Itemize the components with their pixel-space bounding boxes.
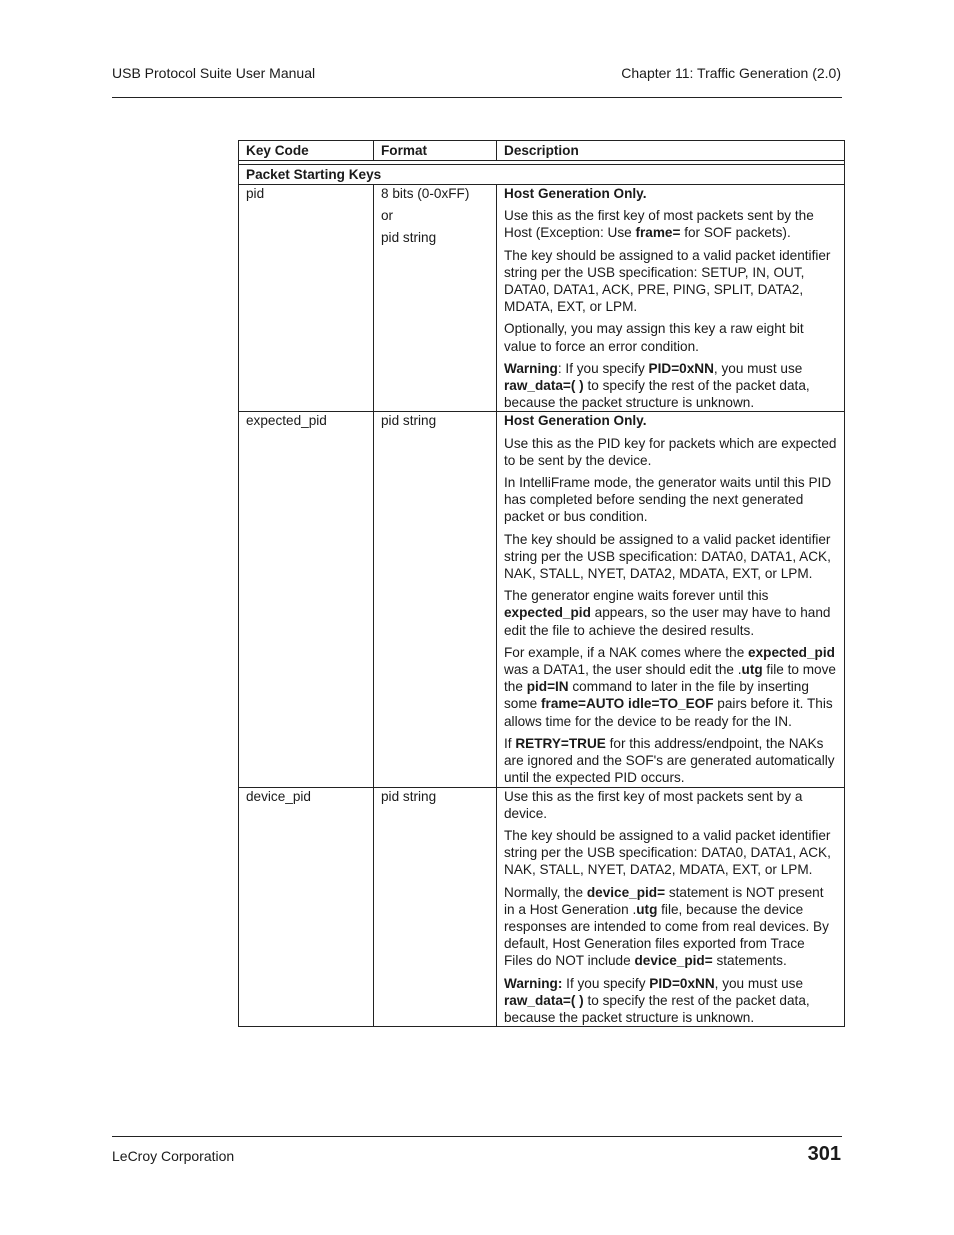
text-run: Use this as the PID key for packets which are expected to be sent by the device. — [504, 435, 837, 468]
text-run: for this address/endpoint, the NAKs are ignored and the SOF's are generated automatically until the expected PID occurs. — [504, 735, 835, 786]
table-row — [239, 185, 845, 412]
column-header-key-code: Key Code — [239, 141, 374, 161]
text-run: If you specify — [562, 975, 650, 991]
text-run: If — [504, 735, 516, 751]
text-run: file to move the — [504, 662, 836, 695]
description-paragraph — [504, 185, 837, 202]
table-row — [239, 412, 845, 787]
description-cell — [497, 185, 845, 412]
text-run: The generator engine waits forever until this — [504, 588, 769, 604]
text-run: statements. — [712, 953, 787, 969]
format-cell — [374, 412, 497, 787]
footer-divider — [112, 1136, 842, 1137]
bold-term: device_pid= — [586, 884, 666, 900]
text-run: Optionally, you may assign this key a raw eight bit value to force an error condition. — [504, 321, 804, 354]
text-run: : If you specify — [557, 360, 649, 376]
format-line: or — [381, 208, 394, 224]
text-run: The key should be assigned to a valid packet identifier string per the USB specification: DATA0, DATA1, ACK, NAK, STALL, NYET, DATA2, MDATA, EXT, or LPM. — [504, 827, 831, 878]
bold-term: utg — [636, 901, 658, 917]
table-header-row — [239, 141, 845, 161]
text-run: For example, if a NAK comes where the — [504, 644, 749, 660]
bold-term: device_pid= — [634, 953, 713, 969]
text-run: appears, so the user may have to hand edit the file to achieve the desired results. — [504, 605, 831, 638]
text-run: pairs before it. This allows time for the device to be ready for the IN. — [504, 696, 833, 729]
description-paragraph — [504, 207, 837, 241]
text-run: to specify the rest of the packet data, because the packet structure is unknown. — [504, 992, 810, 1025]
footer-company: LeCroy Corporation — [112, 1148, 235, 1164]
bold-term: utg — [741, 662, 763, 678]
column-header-format: Format — [374, 141, 497, 161]
format-line: pid string — [381, 413, 437, 429]
description-paragraph — [504, 320, 837, 354]
description-cell — [497, 787, 845, 1027]
text-run: The key should be assigned to a valid packet identifier string per the USB specification: SETUP, IN, OUT, DATA0, DATA1, ACK, PRE, PING, SPLIT, DATA2, MDATA, EXT, or LPM. — [504, 247, 831, 315]
running-header-title: USB Protocol Suite User Manual — [112, 65, 316, 81]
text-run: Normally, the — [504, 884, 587, 900]
table-row — [239, 787, 845, 1027]
description-paragraph — [504, 884, 837, 970]
bold-term: expected_pid — [504, 605, 591, 621]
text-run: to specify the rest of the packet data, because the packet structure is unknown. — [504, 378, 810, 411]
text-run: , you must use — [714, 975, 804, 991]
bold-term: PID=0xNN — [648, 360, 714, 376]
bold-term: raw_data=( ) — [504, 992, 584, 1008]
key-code-cell: expected_pid — [239, 412, 374, 787]
bold-term: Host Generation Only. — [504, 186, 647, 201]
section-title: Packet Starting Keys — [239, 165, 845, 185]
bold-term: Warning — [504, 360, 558, 376]
running-header-chapter: Chapter 11: Traffic Generation (2.0) — [621, 65, 841, 81]
text-run: The key should be assigned to a valid packet identifier string per the USB specification: DATA0, DATA1, ACK, NAK, STALL, NYET, DATA2, MDATA, EXT, or LPM. — [504, 531, 831, 582]
text-run: was a DATA1, the user should edit the . — [504, 662, 742, 678]
key-code-cell: device_pid — [239, 787, 374, 1027]
text-run: for SOF packets). — [680, 225, 791, 241]
bold-term: PID=0xNN — [649, 975, 715, 991]
description-paragraph — [504, 587, 837, 639]
description-paragraph — [504, 247, 837, 316]
text-run: , you must use — [713, 360, 803, 376]
bold-term: Host Generation Only. — [504, 413, 647, 429]
bold-term: frame= — [635, 225, 681, 241]
description-paragraph — [504, 531, 837, 583]
description-paragraph — [504, 735, 837, 787]
description-paragraph — [504, 474, 837, 526]
key-code-table — [238, 140, 845, 1027]
bold-term: frame=AUTO idle=TO_EOF — [541, 696, 714, 712]
description-paragraph — [504, 644, 837, 730]
text-run: file, because the device responses are intended to come from real devices. By default, Host Generation files exported from Trace Files do NOT include — [504, 901, 829, 969]
bold-term: expected_pid — [748, 644, 835, 660]
description-paragraph — [504, 975, 837, 1027]
bold-term: pid=IN — [526, 679, 569, 695]
description-paragraph — [504, 435, 837, 469]
column-header-description: Description — [497, 141, 845, 161]
description-paragraph — [504, 360, 837, 412]
format-cell — [374, 787, 497, 1027]
key-code-cell: pid — [239, 185, 374, 412]
format-cell — [374, 185, 497, 412]
description-paragraph — [504, 412, 837, 429]
text-run: Use this as the first key of most packets sent by the Host (Exception: Use — [504, 208, 814, 241]
text-run: statement is NOT present in a Host Generation . — [504, 884, 824, 917]
text-run: Use this as the first key of most packets sent by a device. — [504, 788, 803, 821]
format-line: pid string — [381, 788, 437, 804]
page-number: 301 — [807, 1143, 841, 1165]
bold-term: raw_data=( ) — [504, 378, 584, 394]
text-run: In IntelliFrame mode, the generator waits until this PID has completed before sending the next generated packet or bus condition. — [504, 475, 832, 525]
header-divider — [112, 97, 842, 98]
description-paragraph — [504, 788, 837, 822]
text-run: command to later in the file by inserting some — [504, 679, 809, 712]
section-row — [239, 165, 845, 185]
description-cell — [497, 412, 845, 787]
bold-term: Warning: — [504, 975, 563, 991]
description-paragraph — [504, 827, 837, 879]
format-line: 8 bits (0-0xFF) — [381, 186, 470, 201]
bold-term: RETRY=TRUE — [515, 735, 606, 751]
format-line: pid string — [381, 230, 437, 246]
